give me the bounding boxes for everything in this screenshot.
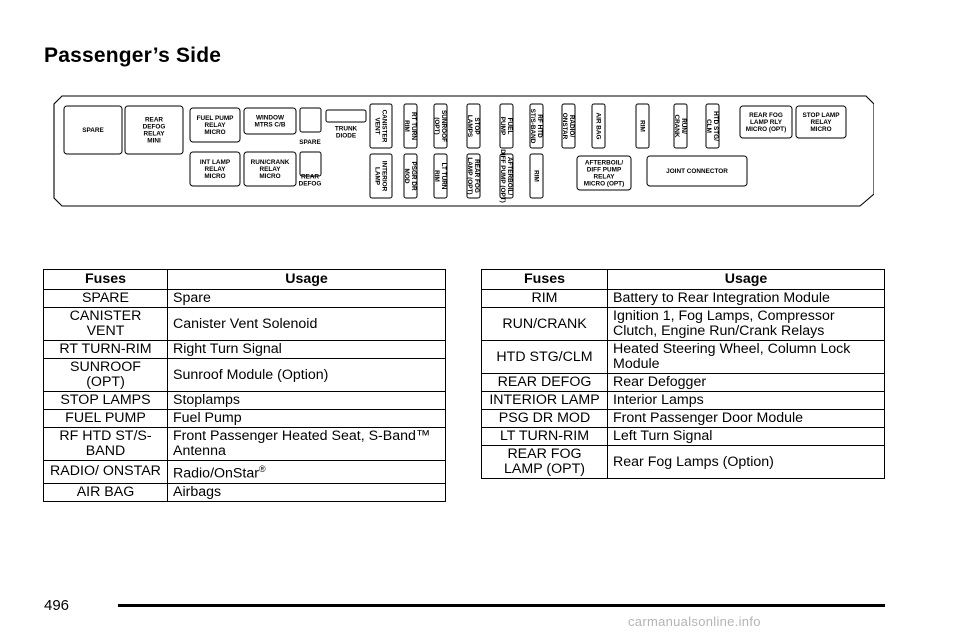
fuse-block-diagram — [52, 92, 874, 210]
table-row — [482, 410, 885, 428]
fuse-slot-label: REAR DEFOG — [298, 173, 322, 188]
fuse-usage-cell: Fuel Pump — [168, 410, 446, 428]
page-title: Passenger’s Side — [44, 44, 222, 67]
fuse-usage-cell: Front Passenger Door Module — [608, 410, 885, 428]
fuse-name-cell: RT TURN-RIM — [44, 341, 168, 359]
column-header-usage: Usage — [608, 270, 885, 290]
fuse-slot-label: AFTERBOIL/ DIFF PUMP RELAY MICRO (OPT) — [583, 159, 625, 188]
fuse-name-cell: HTD STG/CLM — [482, 341, 608, 374]
fuse-name-cell: INTERIOR LAMP — [482, 392, 608, 410]
fuse-usage-cell: Front Passenger Heated Seat, S-Band™ Antenna — [168, 428, 446, 461]
table-header-row — [44, 270, 446, 290]
footer-watermark: carmanualsonline.info — [628, 614, 761, 629]
fuse-slot-label: RT TURNRIM — [402, 111, 417, 141]
fuse-slot-label: SUNROOF(OPT) — [432, 110, 447, 142]
fuse-slot-label: RIM — [532, 170, 540, 182]
fuse-slot-label: STOPLAMPS — [465, 114, 480, 138]
fuse-name-cell: RF HTD ST/S-BAND — [44, 428, 168, 461]
fuse-slot-label: PSGR DRMOD — [402, 161, 417, 191]
fuse-slot-rear-defog-small — [300, 152, 321, 176]
table-row — [44, 410, 446, 428]
fuse-name-cell: SUNROOF (OPT) — [44, 359, 168, 392]
fuse-slot-label: REAR DEFOG RELAY MINI — [142, 116, 166, 145]
fuse-slot-label: RIM — [638, 120, 646, 132]
table-row — [44, 290, 446, 308]
fuse-slot-label: WINDOW MTRS C/B — [254, 114, 286, 129]
fuse-slot-label: FUELPUMP — [498, 116, 513, 136]
fuse-slot-label: REAR FOG LAMP RLY MICRO (OPT) — [745, 112, 787, 134]
fuse-table-left-body — [44, 290, 446, 502]
table-row — [44, 428, 446, 461]
fuse-usage-cell: Left Turn Signal — [608, 428, 885, 446]
fuse-box-group — [64, 104, 846, 203]
fuse-slot-spare-small — [300, 108, 321, 132]
fuse-slot-label: RUN/CRANK — [672, 114, 687, 138]
fuse-name-cell: SPARE — [44, 290, 168, 308]
fuse-usage-cell: Stoplamps — [168, 392, 446, 410]
fuse-usage-cell: Rear Fog Lamps (Option) — [608, 446, 885, 479]
fuse-slot-label: RF HTDST/S-BAND — [528, 108, 543, 144]
fuse-slot-label: AIR BAG — [594, 112, 602, 140]
table-row — [482, 308, 885, 341]
fuse-usage-cell — [168, 461, 446, 484]
fuse-slot-label: SPARE — [82, 127, 104, 135]
fuse-slot-label: SPARE — [299, 139, 321, 147]
fuse-usage-cell: Battery to Rear Integration Module — [608, 290, 885, 308]
page-number: 496 — [44, 597, 70, 614]
fuse-name-cell: REAR DEFOG — [482, 374, 608, 392]
table-header-row — [482, 270, 885, 290]
registered-mark: ® — [258, 464, 266, 474]
fuse-usage-cell: Ignition 1, Fog Lamps, Compressor Clutch, Engine Run/Crank Relays — [608, 308, 885, 341]
table-row — [44, 483, 446, 501]
fuse-slot-label: TRUNK DIODE — [334, 125, 358, 140]
fuse-slot-label: INTERIORLAMP — [373, 160, 388, 192]
table-row — [482, 290, 885, 308]
footer-rule — [118, 604, 885, 607]
fuse-name-cell: RADIO/ ONSTAR — [44, 461, 168, 484]
fuse-usage-cell: Rear Defogger — [608, 374, 885, 392]
fuse-block-svg — [52, 92, 874, 210]
fuse-slot-label: CANISTERVENT — [373, 109, 388, 143]
fuse-name-cell: LT TURN-RIM — [482, 428, 608, 446]
table-row — [482, 446, 885, 479]
fuse-slot-label: INT LAMP RELAY MICRO — [199, 159, 231, 181]
fuse-name-cell: FUEL PUMP — [44, 410, 168, 428]
fuse-name-cell: REAR FOG LAMP (OPT) — [482, 446, 608, 479]
fuse-table-right-body — [482, 290, 885, 479]
fuse-slot-label: STOP LAMP RELAY MICRO — [802, 112, 840, 134]
fuse-table-left — [43, 269, 446, 502]
fuse-slot-label: RADIO/ONSTAR — [560, 112, 575, 140]
table-row — [482, 428, 885, 446]
table-row — [44, 341, 446, 359]
fuse-slot-trunk-diode — [326, 110, 366, 122]
column-header-fuses: Fuses — [44, 270, 168, 290]
fuse-name-cell: RIM — [482, 290, 608, 308]
fuse-slot-label: FUEL PUMP RELAY MICRO — [196, 115, 234, 137]
fuse-name-cell: PSG DR MOD — [482, 410, 608, 428]
table-row — [482, 374, 885, 392]
fuse-slot-label: AFTERBOIL/DIFF PUMP (OPT) — [498, 149, 513, 203]
table-row — [44, 308, 446, 341]
fuse-table-right — [481, 269, 885, 479]
fuse-usage-cell: Right Turn Signal — [168, 341, 446, 359]
column-header-usage: Usage — [168, 270, 446, 290]
fuse-name-cell: AIR BAG — [44, 483, 168, 501]
fuse-slot-label: RUN/CRANK RELAY MICRO — [250, 159, 290, 181]
fuse-slot-label: LT TURNRIM — [432, 162, 447, 190]
fuse-slot-label: REAR FOGLAMP (OPT) — [465, 157, 480, 195]
usage-text: Radio/OnStar — [173, 465, 259, 482]
fuse-name-cell: RUN/CRANK — [482, 308, 608, 341]
table-row — [44, 359, 446, 392]
fuse-slot-label: JOINT CONNECTOR — [666, 168, 728, 176]
fuse-usage-cell: Sunroof Module (Option) — [168, 359, 446, 392]
fuse-slot-label: HTD STG/CLM — [704, 111, 719, 141]
fuse-name-cell: CANISTER VENT — [44, 308, 168, 341]
fuse-usage-cell: Heated Steering Wheel, Column Lock Module — [608, 341, 885, 374]
table-row — [482, 341, 885, 374]
table-row — [44, 461, 446, 484]
column-header-fuses: Fuses — [482, 270, 608, 290]
fuse-usage-cell: Interior Lamps — [608, 392, 885, 410]
fuse-name-cell: STOP LAMPS — [44, 392, 168, 410]
fuse-usage-cell: Canister Vent Solenoid — [168, 308, 446, 341]
fuse-usage-cell: Airbags — [168, 483, 446, 501]
table-row — [482, 392, 885, 410]
table-row — [44, 392, 446, 410]
fuse-usage-cell: Spare — [168, 290, 446, 308]
